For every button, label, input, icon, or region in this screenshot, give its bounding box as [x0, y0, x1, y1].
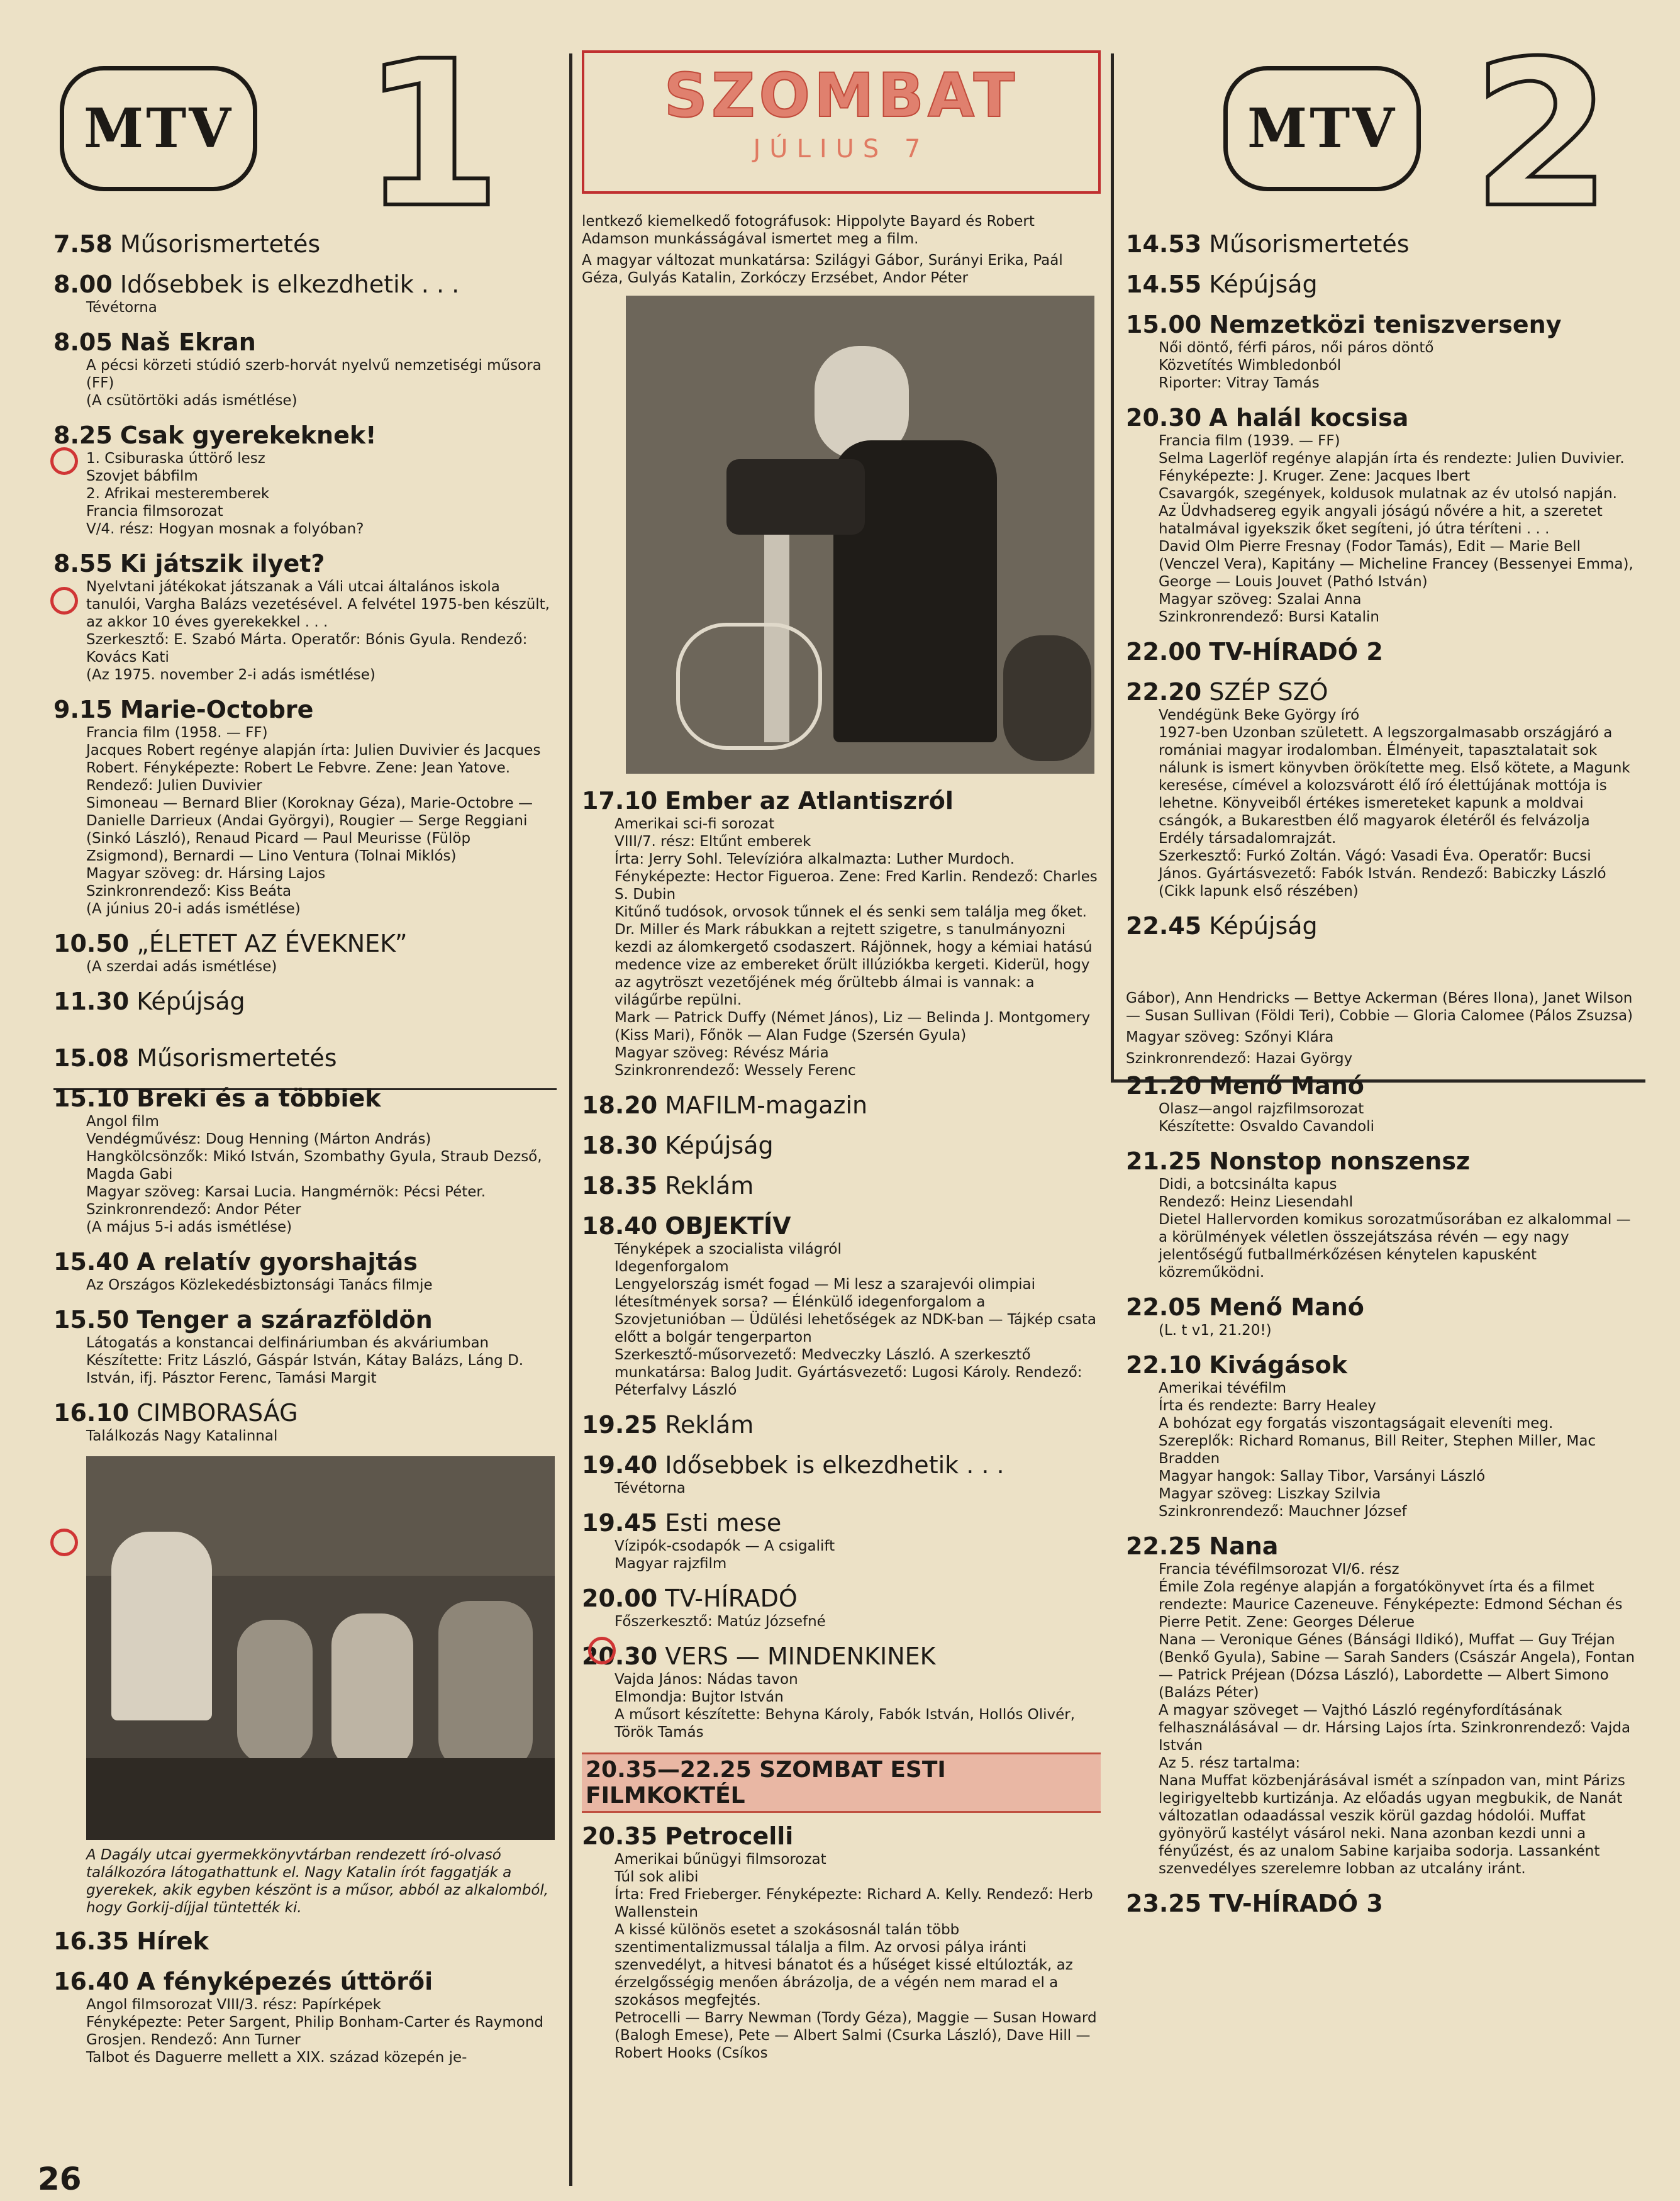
program-detail: Közvetítés Wimbledonból: [1159, 357, 1342, 374]
program-entry: [582, 1451, 1101, 1497]
program-entry: [1126, 1351, 1635, 1520]
program-heading: [1126, 637, 1635, 666]
program-detail: (L. t v1, 21.20!): [1159, 1322, 1272, 1339]
program-detail: Hangkölcsönzők: Mikó István, Szombathy Gyula, Straub Dezső, Magda Gabi: [86, 1149, 542, 1183]
program-detail: Kitűnő tudósok, orvosok tűnnek el és senki sem találja meg őket. Dr. Miller és Mark rábukkan a rejtett szigetre, s tanulmányozni kezdi az álomkergető csodaszert. Rájönnek, hogy a kémiai hatású medence vize az embereket őrült illúziókba kergeti. Kiderül, hogy az agytröszt vezetőjének még őrültebb álmai is vannak: a világűrbe repülni.: [615, 904, 1093, 1008]
program-title: Csak gyerekeknek!: [120, 421, 377, 449]
program-time: 19.25: [582, 1411, 658, 1439]
program-detail: 1. Csiburaska úttörő lesz: [86, 450, 265, 467]
program-entry: [53, 1084, 554, 1236]
program-detail: (A szerdai adás ismétlése): [86, 959, 277, 975]
program-heading: [53, 1967, 554, 1996]
film-cocktail-banner: 20.35—22.25 SZOMBAT ESTI FILMKOKTÉL: [582, 1752, 1101, 1813]
program-entry: [1126, 270, 1635, 299]
program-heading: [53, 270, 554, 299]
program-time: 20.35: [582, 1822, 658, 1850]
day-header: [582, 50, 1101, 194]
program-detail: 1927-ben Uzonban született. A legszorgalmasabb országjáró a romániai magyar irodalomban. Élményeit, tapasztalatait sok nálunk is ismert könyvben örökítette meg. Első kötete, a Magunk keresése, címével a kolozsvárott élő író élettújának mottója is lehetne. Könyveiből értékes ismereteket kapunk a moldvai csángók, a Bukarestben élő magyarok életéről és felvázolja Erdély társadalomrajzát.: [1159, 725, 1630, 847]
program-heading: [53, 1305, 554, 1334]
program-detail: A bohózat egy forgatás viszontagságait eleveníti meg.: [1159, 1415, 1554, 1432]
library-photo: [86, 1456, 555, 1840]
program-heading: [1126, 1147, 1635, 1176]
child-program-marker: [50, 1529, 78, 1556]
program-title: Nana: [1209, 1532, 1279, 1560]
program-title: Marie-Octobre: [120, 696, 314, 723]
program-detail: Elmondja: Bujtor István: [615, 1689, 784, 1705]
program-title: Képújság: [1209, 270, 1318, 298]
program-time: 19.40: [582, 1451, 658, 1479]
program-detail: Francia tévéfilmsorozat VI/6. rész: [1159, 1561, 1399, 1578]
program-detail: Magyar szöveg: dr. Hársing Lajos: [86, 866, 326, 882]
program-entry: [582, 1212, 1101, 1399]
program-detail: 2. Afrikai mesteremberek: [86, 486, 270, 502]
day-title: SZOMBAT: [664, 60, 1019, 131]
program-entry: [53, 1305, 554, 1387]
program-entry: [1126, 637, 1635, 666]
program-detail: V/4. rész: Hogyan mosnak a folyóban?: [86, 521, 364, 537]
program-title: Tenger a szárazföldön: [136, 1306, 433, 1334]
program-detail: (Cikk lapunk első részében): [1159, 883, 1359, 900]
program-entry: [53, 1927, 554, 1956]
photo-caption: A Dagály utcai gyermekkönyvtárban rendezett író-olvasó találkozóra látogathattunk el. Nagy Katalin írót faggatják a gyerekek, akik egyben készönt is a műsor, abból az alkalomból, hogy Gorkij-díjjal tüntették ki.: [86, 1847, 549, 1916]
program-heading: [53, 549, 554, 578]
program-entry: [582, 1131, 1101, 1160]
channel2-column: [1126, 18, 1635, 1929]
program-entry: [53, 929, 554, 976]
schedule-block-afternoon: [53, 1044, 554, 1445]
program-entry: [582, 1584, 1101, 1630]
program-heading: [53, 987, 554, 1016]
program-detail: Szereplők: Richard Romanus, Bill Reiter, Stephen Miller, Mac Bradden: [1159, 1433, 1596, 1467]
program-detail: Francia filmsorozat: [86, 503, 223, 520]
program-title: Nonstop nonszensz: [1209, 1147, 1471, 1175]
program-entry: [582, 1642, 1101, 1741]
child-program-marker: [50, 447, 78, 475]
program-entry: [1126, 911, 1635, 940]
program-time: 20.30: [582, 1642, 658, 1670]
program-detail: Angol filmsorozat VIII/3. rész: Papírképek: [86, 1997, 381, 2013]
program-detail: Szinkronrendező: Bursi Katalin: [1159, 609, 1379, 625]
program-title: Műsorismertetés: [120, 230, 321, 258]
mtv-logo-text: MTV: [84, 97, 233, 160]
program-entry: [53, 270, 554, 316]
program-detail: Magyar szöveg: Szalai Anna: [1159, 591, 1362, 608]
program-detail: Írta: Fred Frieberger. Fényképezte: Richard A. Kelly. Rendező: Herb Wallenstein: [615, 1886, 1093, 1920]
program-title: Műsorismertetés: [136, 1044, 337, 1072]
program-detail: Szovjet bábfilm: [86, 468, 198, 484]
program-detail: Dietel Hallervorden komikus sorozatműsorában ez alkalommal — a körülmények véletlen összejátszása révén — egy nagy jelentőségű futballmérkőzésen kénytelen kapusként közreműködni.: [1159, 1212, 1631, 1281]
program-time: 22.10: [1126, 1351, 1202, 1379]
program-title: Nemzetközi teniszverseny: [1209, 311, 1562, 338]
program-entry: [53, 549, 554, 684]
program-detail: Angol film: [86, 1113, 159, 1130]
program-heading: [1126, 270, 1635, 299]
program-entry: [53, 1247, 554, 1294]
program-time: 20.30: [1126, 404, 1202, 432]
program-title: Műsorismertetés: [1209, 230, 1410, 258]
program-entry: [582, 1822, 1101, 2062]
program-detail: Talbot és Daguerre mellett a XIX. század közepén je-: [86, 2049, 467, 2066]
program-heading: [53, 1084, 554, 1113]
program-detail: Nyelvtani játékokat játszanak a Váli utcai általános iskola tanulói, Vargha Balázs vezetésével. A felvétel 1975-ben készült, az akkor 10 éves gyerekekkel . . .: [86, 579, 550, 630]
program-detail: Simoneau — Bernard Blier (Koroknay Géza), Marie-Octobre — Danielle Darrieux (Andai Györgyi), Rougier — Serge Reggiani (Sinkó László), Renaud Picard — Paul Meurisse (Fülöp Zsigmond), Bernardi — Lino Ventura (Tolnai Miklós): [86, 795, 533, 864]
program-detail: Látogatás a konstancai delfináriumban és akváriumban: [86, 1335, 489, 1351]
program-entry: [1126, 1889, 1635, 1918]
program-detail: A műsort készítette: Behyna Károly, Fabók István, Hollós Olivér, Török Tamás: [615, 1707, 1076, 1741]
program-detail: Vízipók-csodapók — A csigalift: [615, 1538, 835, 1554]
program-time: 14.55: [1126, 270, 1202, 298]
program-entry: [53, 1967, 554, 2066]
program-time: 15.00: [1126, 311, 1202, 338]
continued-text: [549, 213, 1101, 287]
program-entry: [1126, 1293, 1635, 1339]
program-heading: [582, 1410, 1101, 1439]
program-heading: [1126, 1071, 1635, 1100]
program-title: OBJEKTÍV: [665, 1212, 791, 1240]
program-title: Naš Ekran: [120, 328, 256, 356]
program-title: Idősebbek is elkezdhetik . . .: [120, 270, 460, 298]
program-time: 8.05: [53, 328, 113, 356]
program-detail: Riporter: Vitray Tamás: [1159, 375, 1320, 391]
program-detail: Találkozás Nagy Katalinnal: [86, 1428, 278, 1444]
program-entry: [1126, 1071, 1635, 1135]
program-detail: Nana Muffat közbenjárásával ismét a színpadon van, mint Párizs legirigyeltebb kurtizánja. Az előadás ugyan megbukik, de Nanát változatlan odaadással veszik körül gazdag hódolói. Muffat gyönyörű kastélyt vásárol neki. Nana azonban kezdi unni a fényűzést, és az unalom Sabine karjaiba sodorja. Lassanként szenvedélyes szerelemre lobban az utcalány iránt.: [1159, 1773, 1625, 1877]
program-heading: [582, 1508, 1101, 1537]
program-detail: Készítette: Fritz László, Gáspár István, Kátay Balázs, Láng D. István, ifj. Pásztor Ferenc, Tamási Margit: [86, 1352, 524, 1386]
program-detail: Szinkronrendező: Kiss Beáta: [86, 883, 292, 900]
program-detail: Vendégünk Beke György író: [1159, 707, 1360, 723]
channel1-column: [53, 18, 554, 2078]
program-heading: [582, 1212, 1101, 1240]
program-detail: Amerikai bűnügyi filmsorozat: [615, 1851, 826, 1868]
column-divider-1: [569, 53, 572, 2186]
program-title: Ember az Atlantiszról: [665, 787, 954, 815]
program-title: Breki és a többiek: [136, 1084, 381, 1112]
program-title: Idősebbek is elkezdhetik . . .: [665, 1451, 1004, 1479]
program-detail: A pécsi körzeti stúdió szerb-horvát nyelvű nemzetiségi műsora (FF): [86, 357, 542, 391]
program-detail: Készítette: Osvaldo Cavandoli: [1159, 1118, 1375, 1135]
program-time: 8.00: [53, 270, 113, 298]
program-title: Képújság: [665, 1132, 774, 1159]
program-detail: Írta: Jerry Sohl. Televízióra alkalmazta: Luther Murdoch. Fényképezte: Hector Figueroa. Zene: Fred Karlin. Rendező: Charles S. Dubin: [615, 851, 1098, 903]
program-title: Kivágások: [1209, 1351, 1348, 1379]
program-heading: [53, 1247, 554, 1276]
program-time: 22.20: [1126, 678, 1202, 706]
program-detail: Amerikai sci-fi sorozat: [615, 816, 775, 832]
program-title: Képújság: [1209, 912, 1318, 940]
program-time: 17.10: [582, 787, 658, 815]
program-heading: [582, 786, 1101, 815]
continued-cast-text: [1093, 989, 1635, 1067]
program-time: 18.20: [582, 1091, 658, 1119]
program-heading: [582, 1091, 1101, 1120]
program-heading: [1126, 1351, 1635, 1379]
program-title: Ki játszik ilyet?: [120, 550, 325, 577]
program-time: 21.20: [1126, 1072, 1202, 1100]
program-title: Menő Manó: [1209, 1072, 1364, 1100]
program-title: MAFILM-magazin: [665, 1091, 868, 1119]
program-time: 18.35: [582, 1172, 658, 1200]
program-detail: (Az 1975. november 2-i adás ismétlése): [86, 667, 375, 683]
program-heading: [53, 1398, 554, 1427]
program-heading: [1126, 1532, 1635, 1561]
program-title: TV-HÍRADÓ 3: [1209, 1890, 1383, 1917]
program-detail: Női döntő, férfi páros, női páros döntő: [1159, 340, 1434, 356]
program-time: 15.40: [53, 1248, 130, 1276]
program-entry: [1126, 677, 1635, 900]
program-time: 15.50: [53, 1306, 130, 1334]
program-detail: Mark — Patrick Duffy (Német János), Liz — Belinda J. Montgomery (Kiss Mari), Főnök — Alan Fudge (Szersén Gyula): [615, 1010, 1091, 1044]
program-title: VERS — MINDENKINEK: [665, 1642, 936, 1670]
program-detail: Didi, a botcsinálta kapus: [1159, 1176, 1337, 1193]
date-subtitle: JÚLIUS 7: [753, 135, 930, 164]
program-detail: VIII/7. rész: Eltűnt emberek: [615, 833, 811, 850]
program-title: Képújság: [136, 988, 245, 1015]
program-entry: [1126, 1532, 1635, 1878]
program-detail: Petrocelli — Barry Newman (Tordy Géza), Maggie — Susan Howard (Balogh Emese), Pete — Albert Salmi (Csurka László), Dave Hill — Robert Hooks (Csíkos: [615, 2010, 1097, 2061]
program-title: CIMBORASÁG: [136, 1399, 298, 1427]
photographer-photo: [626, 296, 1094, 774]
program-heading: [582, 1642, 1101, 1671]
program-time: 11.30: [53, 988, 130, 1015]
program-detail: Túl sok alibi: [615, 1869, 699, 1885]
program-detail: Főszerkesztő: Matúz Józsefné: [615, 1613, 826, 1630]
program-time: 22.00: [1126, 638, 1202, 666]
program-detail: (A június 20-i adás ismétlése): [86, 901, 301, 917]
program-entry: [582, 786, 1101, 1079]
program-title: A halál kocsisa: [1209, 404, 1409, 432]
continued-paragraph: Gábor), Ann Hendricks — Bettye Ackerman (Béres Ilona), Janet Wilson — Susan Sullivan (Földi Teri), Cobbie — Gloria Calomee (Pálos Zsuzsa): [1126, 990, 1633, 1024]
program-time: 15.08: [53, 1044, 130, 1072]
program-heading: [1126, 310, 1635, 339]
program-title: TV-HÍRADÓ: [665, 1585, 798, 1612]
column-divider-2: [1111, 53, 1114, 1082]
program-time: 18.30: [582, 1132, 658, 1159]
program-detail: (A csütörtöki adás ismétlése): [86, 393, 298, 409]
program-heading: [582, 1451, 1101, 1479]
schedule-block-film-cocktail: [582, 1822, 1101, 2062]
program-detail: Magyar szöveg: Liszkay Szilvia: [1159, 1486, 1381, 1502]
mtv-logo-box: [1223, 66, 1421, 191]
program-time: 20.00: [582, 1585, 658, 1612]
program-heading: [582, 1131, 1101, 1160]
center-column: [582, 50, 1101, 2073]
program-time: 18.40: [582, 1212, 658, 1240]
program-detail: Szerkesztő-műsorvezető: Medveczky László. A szerkesztő munkatársa: Balog Judit. Gyártásvezető: Lugosi Károly. Rendező: Péterfalvy László: [615, 1347, 1082, 1398]
program-heading: [53, 1927, 554, 1956]
schedule-block-morning: [53, 230, 554, 1016]
program-detail: Jacques Robert regénye alapján írta: Julien Duvivier és Jacques Robert. Fényképezte: Robert Le Febvre. Zene: Jean Yatove. Rendező: Julien Duvivier: [86, 742, 541, 794]
program-heading: [582, 1822, 1101, 1851]
program-time: 9.15: [53, 696, 113, 723]
program-title: A fényképezés úttörői: [136, 1968, 433, 1995]
program-heading: [1126, 911, 1635, 940]
child-program-marker: [50, 587, 78, 615]
program-detail: Az 5. rész tartalma:: [1159, 1755, 1301, 1771]
program-entry: [53, 421, 554, 538]
program-detail: Fényképezte: Peter Sargent, Philip Bonham-Carter és Raymond Grosjen. Rendező: Ann Turner: [86, 2014, 544, 2048]
page-number: 26: [38, 2161, 82, 2197]
program-detail: Írta és rendezte: Barry Healey: [1159, 1398, 1376, 1414]
program-detail: Tévétorna: [615, 1480, 686, 1496]
program-title: Esti mese: [665, 1509, 782, 1537]
program-entry: [582, 1091, 1101, 1120]
program-title: Menő Manó: [1209, 1293, 1364, 1321]
program-time: 8.25: [53, 421, 113, 449]
program-entry: [53, 1398, 554, 1445]
program-heading: [53, 1044, 554, 1073]
program-time: 16.35: [53, 1927, 130, 1955]
program-detail: Nana — Veronique Génes (Bánsági Ildikó), Muffat — Guy Tréjan (Benkő Gyula), Sabine — Sarah Sanders (Császár Angela), Fontan — Patrick Préjean (Dózsa László), Labordette — Albert Simono (Balázs Péter): [1159, 1632, 1635, 1701]
schedule-block-late-afternoon: [53, 1927, 554, 2066]
program-detail: Francia film (1939. — FF): [1159, 433, 1340, 449]
program-heading: [53, 421, 554, 450]
program-heading: [1126, 403, 1635, 432]
program-detail: Szinkronrendező: Mauchner József: [1159, 1503, 1407, 1520]
program-heading: [582, 1171, 1101, 1200]
program-title: Petrocelli: [665, 1822, 794, 1850]
program-detail: Rendező: Heinz Liesendahl: [1159, 1194, 1354, 1210]
program-detail: Amerikai tévéfilm: [1159, 1380, 1287, 1396]
program-heading: [1126, 677, 1635, 706]
continued-paragraph: Magyar szöveg: Szőnyi Klára: [1126, 1029, 1334, 1045]
program-detail: Szerkesztő: Furkó Zoltán. Vágó: Vasadi Éva. Operatőr: Bucsi János. Gyártásvezető: Fabók István. Rendező: Babiczky László: [1159, 848, 1606, 882]
channel2-schedule: [1126, 230, 1635, 940]
program-detail: Az Országos Közlekedésbiztonsági Tanács filmje: [86, 1277, 433, 1293]
program-title: Reklám: [665, 1172, 754, 1200]
program-time: 16.40: [53, 1968, 130, 1995]
program-time: 8.55: [53, 550, 113, 577]
program-time: 21.25: [1126, 1147, 1202, 1175]
program-title: „ÉLETET AZ ÉVEKNEK”: [136, 930, 408, 957]
program-detail: Szinkronrendező: Wessely Ferenc: [615, 1062, 856, 1079]
program-detail: David Olm Pierre Fresnay (Fodor Tamás), Edit — Marie Bell (Venczel Vera), Kapitány — Micheline Francey (Bessenyei Emma), George — Louis Jouvet (Pathó István): [1159, 538, 1633, 590]
program-detail: Csavargók, szegények, koldusok mulatnak az év utolsó napján. Az Üdvhadsereg egyik angyali jóságú nővére a hit, a szeretet hatalmával igyekszik őket segíteni, jó útra téríteni . . .: [1159, 486, 1617, 537]
program-title: Hírek: [136, 1927, 209, 1955]
program-detail: Vendégművész: Doug Henning (Márton András): [86, 1131, 431, 1147]
program-detail: Vajda János: Nádas tavon: [615, 1671, 798, 1688]
program-detail: A magyar szöveget — Vajthó László regényfordításának felhasználásával — dr. Hársing Lajos írta. Szinkronrendező: Vajda István: [1159, 1702, 1631, 1754]
program-detail: Francia film (1958. — FF): [86, 725, 268, 741]
continued-paragraph: A magyar változat munkatársa: Szilágyi Gábor, Surányi Erika, Paál Géza, Gulyás Katalin, Zorkóczy Erzsébet, Andor Péter: [582, 252, 1063, 286]
program-detail: Magyar hangok: Sallay Tibor, Varsányi László: [1159, 1468, 1486, 1485]
program-entry: [582, 1508, 1101, 1573]
program-detail: Szerkesztő: E. Szabó Márta. Operatőr: Bónis Gyula. Rendező: Kovács Kati: [86, 632, 528, 666]
program-detail: Lengyelország ismét fogad — Mi lesz a szarajevói olimpiai létesítmények sorsa? — Élénkülő idegenforgalom a Szovjetunióban — Üdülési lehetőségek az NDK-ban — Tájkép csata előtt a bolgár tengerparton: [615, 1276, 1096, 1346]
program-detail: (A május 5-i adás ismétlése): [86, 1219, 292, 1235]
program-time: 7.58: [53, 230, 113, 258]
program-detail: A kissé különös esetet a szokásosnál talán több szentimentalizmussal tálalja a film. Az orvosi pálya iránti szenvedélyt, a hitvesi bánatot és a hűséget kissé eltúlozták, az érzelgősségig menően ábrázolja, de a végén nem marad el a szokásos megfejtés.: [615, 1922, 1073, 2009]
program-detail: Tévétorna: [86, 299, 157, 316]
program-heading: [582, 1584, 1101, 1613]
schedule-block-evening: [582, 786, 1101, 1741]
program-entry: [582, 1410, 1101, 1439]
program-time: 16.10: [53, 1399, 130, 1427]
program-detail: Olasz—angol rajzfilmsorozat: [1159, 1101, 1364, 1117]
program-entry: [53, 695, 554, 918]
program-heading: [53, 695, 554, 724]
program-title: TV-HÍRADÓ 2: [1209, 638, 1383, 666]
program-time: 10.50: [53, 930, 130, 957]
program-entry: [53, 1044, 554, 1073]
continued-paragraph: lentkező kiemelkedő fotográfusok: Hippolyte Bayard és Robert Adamson munkásságával ismertet meg a film.: [582, 213, 1035, 247]
program-entry: [582, 1171, 1101, 1200]
program-detail: Selma Lagerlöf regénye alapján írta és rendezte: Julien Duvivier. Fényképezte: J. Kruger. Zene: Jacques Ibert: [1159, 450, 1625, 484]
mtv-logo-text: MTV: [1247, 97, 1397, 160]
program-detail: Tényképek a szocialista világról: [615, 1241, 842, 1257]
channel-number-1: 1: [362, 18, 502, 252]
program-detail: Magyar szöveg: Karsai Lucia. Hangmérnök: Pécsi Péter. Szinkronrendező: Andor Péter: [86, 1184, 486, 1218]
film-cocktail-schedule: [1126, 1071, 1635, 1918]
program-detail: Émile Zola regénye alapján a forgatókönyvet írta és a filmet rendezte: Maurice Cazeneuve. Fényképezte: Edmond Séchan és Pierre Petit. Zene: Georges Délerue: [1159, 1579, 1623, 1630]
program-time: 14.53: [1126, 230, 1202, 258]
program-heading: [53, 929, 554, 958]
program-entry: [1126, 1147, 1635, 1281]
mtv-logo-box: [60, 66, 257, 191]
program-heading: [1126, 1293, 1635, 1322]
program-title: Reklám: [665, 1411, 754, 1439]
program-entry: [53, 328, 554, 410]
program-time: 22.45: [1126, 912, 1202, 940]
program-entry: [1126, 310, 1635, 392]
program-heading: [1126, 1889, 1635, 1918]
program-entry: [1126, 403, 1635, 626]
program-detail: Magyar rajzfilm: [615, 1556, 727, 1572]
continued-paragraph: Szinkronrendező: Hazai György: [1126, 1050, 1353, 1067]
program-time: 23.25: [1126, 1890, 1202, 1917]
program-heading: [53, 328, 554, 357]
channel-number-2: 2: [1472, 18, 1612, 252]
program-time: 15.10: [53, 1084, 130, 1112]
program-detail: Magyar szöveg: Révész Mária: [615, 1045, 829, 1061]
program-title: SZÉP SZÓ: [1209, 678, 1328, 706]
program-time: 22.05: [1126, 1293, 1202, 1321]
program-title: A relatív gyorshajtás: [136, 1248, 418, 1276]
program-time: 19.45: [582, 1509, 658, 1537]
program-time: 22.25: [1126, 1532, 1202, 1560]
program-entry: [53, 987, 554, 1016]
child-program-marker: [588, 1637, 616, 1664]
program-detail: Idegenforgalom: [615, 1259, 729, 1275]
